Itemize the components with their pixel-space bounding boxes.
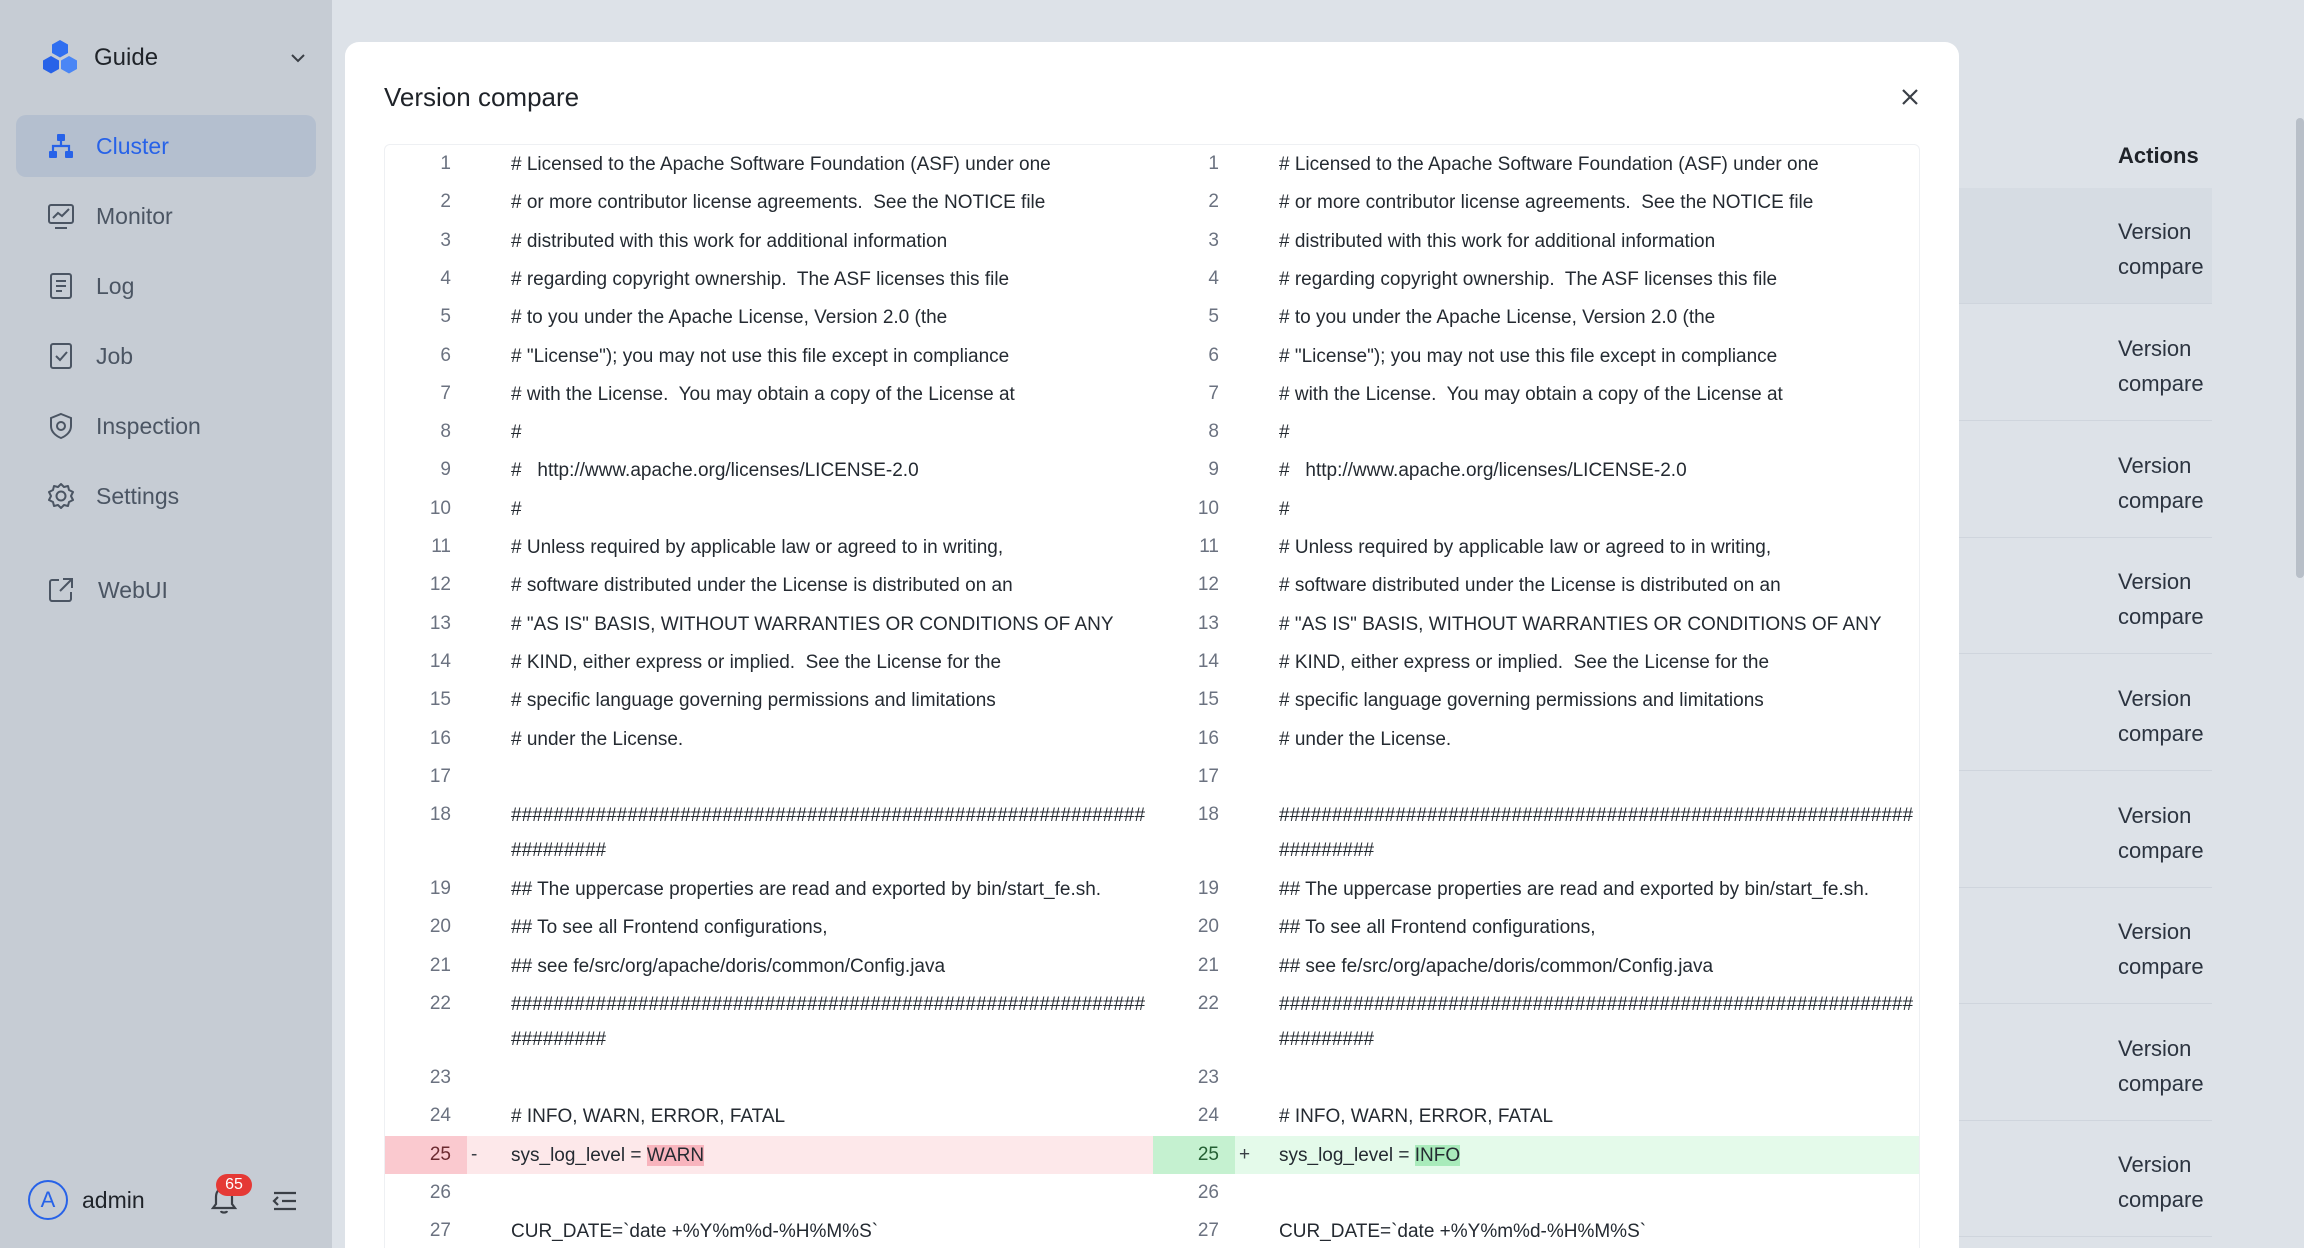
line-number: 7 <box>1208 382 1219 404</box>
code-line <box>511 145 1151 182</box>
diff-row <box>1153 145 1920 183</box>
line-number: 5 <box>1208 306 1219 328</box>
log-icon <box>46 271 76 301</box>
code-text: # <box>511 498 522 520</box>
code-text: # KIND, either express or implied. See the License for the <box>511 651 1002 673</box>
code-line <box>1279 260 1919 297</box>
settings-icon <box>46 481 76 511</box>
version-compare-link[interactable]: Version compare <box>2118 453 2204 513</box>
line-number: 18 <box>1197 804 1219 826</box>
code-line <box>511 1059 1151 1061</box>
code-line <box>511 413 1151 450</box>
code-line <box>1279 1097 1919 1134</box>
actions-column-header: Actions <box>2118 143 2199 168</box>
line-number: 1 <box>1208 153 1219 174</box>
table-row <box>1958 1121 2212 1237</box>
diff-row <box>1153 1212 1920 1248</box>
code-text: # regarding copyright ownership. The ASF licenses this file <box>1279 268 1778 290</box>
line-number: 27 <box>429 1220 451 1242</box>
diff-pane-modified <box>1153 145 1920 1248</box>
code-text: ## see fe/src/org/apache/doris/common/Config.java <box>1279 955 1714 977</box>
code-line <box>511 870 1151 907</box>
code-line <box>511 298 1151 335</box>
diff-row-added <box>1153 1136 1920 1174</box>
sidebar-nav <box>16 115 316 629</box>
code-line <box>1279 145 1919 182</box>
line-number: 4 <box>440 267 451 289</box>
code-line <box>1279 605 1919 642</box>
diff-marker: + <box>1239 1143 1251 1165</box>
changed-token: INFO <box>1414 1144 1461 1166</box>
code-line <box>511 490 1151 527</box>
diff-row <box>385 1097 1153 1135</box>
notification-count-badge: 65 <box>216 1174 252 1196</box>
diff-row <box>1153 720 1920 758</box>
code-line <box>1279 1136 1919 1173</box>
version-compare-link[interactable]: Version compare <box>2118 686 2204 746</box>
line-number: 20 <box>429 916 451 938</box>
code-text: # to you under the Apache License, Version 2.0 (the <box>1279 307 1716 329</box>
line-number: 12 <box>1197 574 1219 596</box>
code-line <box>1279 490 1919 527</box>
code-text: CUR_DATE=`date +%Y%m%d-%H%M%S` <box>1279 1221 1647 1243</box>
line-number: 1 <box>440 153 451 174</box>
code-text: # "AS IS" BASIS, WITHOUT WARRANTIES OR CONDITIONS OF ANY <box>1279 613 1882 635</box>
sidebar <box>0 0 332 1248</box>
code-text: # <box>511 422 522 444</box>
job-icon <box>46 341 76 371</box>
line-number: 24 <box>429 1105 451 1127</box>
code-line <box>1279 908 1919 945</box>
diff-row <box>385 298 1153 336</box>
diff-row-removed <box>385 1136 1153 1174</box>
diff-row <box>385 183 1153 221</box>
code-text: # or more contributor license agreements. See the NOTICE file <box>511 192 1046 214</box>
diff-row <box>1153 413 1920 451</box>
diff-row <box>385 451 1153 489</box>
code-line <box>511 260 1151 297</box>
diff-pane-original <box>385 145 1153 1248</box>
external-link-icon <box>46 575 76 605</box>
diff-row <box>1153 681 1920 719</box>
version-compare-link[interactable]: Version compare <box>2118 803 2204 863</box>
version-compare-link[interactable]: Version compare <box>2118 336 2204 396</box>
sidebar-item-monitor[interactable] <box>16 185 316 247</box>
code-text: # Unless required by applicable law or agreed to in writing, <box>1279 537 1772 558</box>
code-line <box>1279 222 1919 259</box>
code-text: CUR_DATE=`date +%Y%m%d-%H%M%S` <box>511 1221 879 1243</box>
line-number: 26 <box>1197 1181 1219 1203</box>
code-text: ##################################################################### <box>1279 994 1914 1050</box>
sidebar-item-cluster[interactable] <box>16 115 316 177</box>
code-line <box>1279 183 1919 220</box>
sidebar-item-label: Inspection <box>96 412 201 439</box>
code-line <box>511 1136 1151 1173</box>
line-number: 11 <box>1199 536 1219 557</box>
changed-token: WARN <box>646 1144 705 1166</box>
code-line <box>511 183 1151 220</box>
line-number: 17 <box>429 765 451 787</box>
code-text: # KIND, either express or implied. See the License for the <box>1279 651 1770 673</box>
code-line <box>511 643 1151 680</box>
table-row <box>1958 772 2212 888</box>
code-text: # regarding copyright ownership. The ASF licenses this file <box>511 268 1010 290</box>
code-line <box>511 720 1151 757</box>
code-text: # under the License. <box>1279 728 1452 750</box>
diff-row <box>1153 490 1920 528</box>
code-line <box>511 1174 1151 1176</box>
line-number: 17 <box>1197 765 1219 787</box>
version-compare-link[interactable]: Version compare <box>2118 1152 2204 1212</box>
code-text: # specific language governing permissions and limitations <box>511 690 996 712</box>
code-text: ## To see all Frontend configurations, <box>1279 917 1596 939</box>
table-row <box>1958 188 2212 304</box>
diff-row <box>385 985 1153 1059</box>
diff-row <box>1153 183 1920 221</box>
line-number: 27 <box>1197 1220 1219 1242</box>
sidebar-item-label: Settings <box>96 482 180 509</box>
sidebar-item-webui[interactable] <box>16 559 316 621</box>
line-number: 2 <box>1208 191 1219 213</box>
sidebar-item-log[interactable] <box>16 255 316 317</box>
diff-row <box>1153 796 1920 870</box>
line-number: 13 <box>429 612 451 634</box>
code-text: # INFO, WARN, ERROR, FATAL <box>511 1106 786 1128</box>
avatar[interactable]: A <box>28 1180 68 1220</box>
code-line <box>1279 566 1919 603</box>
code-text: # or more contributor license agreements. See the NOTICE file <box>1279 192 1814 214</box>
line-number: 15 <box>1197 689 1219 711</box>
diff-row <box>1153 758 1920 796</box>
sidebar-item-label: Monitor <box>96 202 173 229</box>
diff-row <box>385 947 1153 985</box>
diff-row <box>385 566 1153 604</box>
code-text: sys_log_level = <box>511 1144 647 1166</box>
inspection-icon <box>46 411 76 441</box>
code-text: # Licensed to the Apache Software Foundation (ASF) under one <box>511 154 1051 175</box>
close-icon[interactable] <box>1895 82 1925 112</box>
code-text: # "AS IS" BASIS, WITHOUT WARRANTIES OR CONDITIONS OF ANY <box>511 613 1114 635</box>
code-text: # Unless required by applicable law or agreed to in writing, <box>511 537 1004 558</box>
code-line <box>1279 758 1919 760</box>
diff-row <box>385 796 1153 870</box>
chevron-down-icon[interactable] <box>286 46 310 70</box>
version-compare-modal <box>345 42 1959 1248</box>
code-text: # distributed with this work for additional information <box>1279 230 1716 252</box>
line-number: 19 <box>429 878 451 900</box>
code-line <box>511 758 1151 760</box>
line-number: 8 <box>440 421 451 443</box>
version-compare-link[interactable]: Version compare <box>2118 219 2204 279</box>
line-number: 12 <box>429 574 451 596</box>
code-text: # http://www.apache.org/licenses/LICENSE-2.0 <box>511 460 919 482</box>
code-text: ## The uppercase properties are read and exported by bin/start_fe.sh. <box>1279 879 1870 901</box>
diff-row <box>1153 1174 1920 1212</box>
diff-row <box>1153 947 1920 985</box>
code-line <box>1279 681 1919 718</box>
line-number: 6 <box>1208 344 1219 366</box>
code-text: ## see fe/src/org/apache/doris/common/Config.java <box>511 955 946 977</box>
cluster-icon <box>46 131 76 161</box>
diff-row <box>385 1212 1153 1248</box>
diff-row <box>1153 870 1920 908</box>
sidebar-item-label: Job <box>96 342 134 369</box>
code-line <box>511 681 1151 718</box>
diff-row <box>385 870 1153 908</box>
diff-row <box>385 375 1153 413</box>
line-number: 25 <box>385 1136 467 1174</box>
line-number: 23 <box>429 1067 451 1088</box>
diff-row <box>385 681 1153 719</box>
line-number: 10 <box>1197 497 1219 519</box>
line-number: 23 <box>1197 1067 1219 1088</box>
code-line <box>1279 870 1919 907</box>
diff-row <box>1153 451 1920 489</box>
code-text: # <box>1279 422 1290 444</box>
code-line <box>1279 528 1919 565</box>
line-number: 24 <box>1197 1105 1219 1127</box>
line-number: 9 <box>440 459 451 481</box>
line-number: 7 <box>440 382 451 404</box>
code-line <box>511 337 1151 374</box>
diff-marker: - <box>471 1143 478 1165</box>
line-number: 6 <box>440 344 451 366</box>
code-text: # with the License. You may obtain a copy of the License at <box>511 383 1015 405</box>
line-number: 19 <box>1197 878 1219 900</box>
diff-row <box>385 413 1153 451</box>
code-text: # software distributed under the License is distributed on an <box>1279 575 1781 597</box>
diff-row <box>385 1059 1153 1097</box>
code-text: ##################################################################### <box>1279 805 1914 862</box>
line-number: 22 <box>429 993 451 1014</box>
diff-row <box>1153 1059 1920 1097</box>
line-number: 13 <box>1197 612 1219 634</box>
code-line <box>511 1212 1151 1248</box>
code-text: # <box>1279 498 1290 520</box>
diff-row <box>1153 337 1920 375</box>
code-line <box>511 375 1151 412</box>
code-text: ## The uppercase properties are read and exported by bin/start_fe.sh. <box>511 879 1102 901</box>
code-line <box>511 796 1151 868</box>
table-row <box>1958 888 2212 1004</box>
sidebar-item-inspection[interactable] <box>16 395 316 457</box>
line-number: 21 <box>429 954 451 976</box>
code-line <box>1279 643 1919 680</box>
diff-row <box>1153 528 1920 566</box>
code-line <box>1279 375 1919 412</box>
line-number: 14 <box>429 650 451 672</box>
code-line <box>1279 720 1919 757</box>
code-text: ##################################################################### <box>511 805 1146 862</box>
table-row <box>1958 538 2212 654</box>
diff-row <box>1153 985 1920 1059</box>
diff-row <box>385 337 1153 375</box>
code-text: # under the License. <box>511 728 684 750</box>
code-line <box>1279 413 1919 450</box>
code-line <box>1279 298 1919 335</box>
line-number: 5 <box>440 306 451 328</box>
line-number: 3 <box>440 229 451 251</box>
code-line <box>1279 451 1919 488</box>
line-number: 26 <box>429 1181 451 1203</box>
diff-row <box>1153 260 1920 298</box>
diff-row <box>1153 1097 1920 1135</box>
code-text: # with the License. You may obtain a copy of the License at <box>1279 383 1783 405</box>
line-number: 4 <box>1208 267 1219 289</box>
code-text: # "License"); you may not use this file except in compliance <box>1279 345 1778 367</box>
version-compare-link[interactable]: Version compare <box>2118 1036 2204 1096</box>
diff-row <box>1153 908 1920 946</box>
diff-row <box>1153 375 1920 413</box>
sidebar-item-settings[interactable] <box>16 465 316 527</box>
code-text: # distributed with this work for additional information <box>511 230 948 252</box>
table-row <box>1958 422 2212 538</box>
code-line <box>1279 1174 1919 1176</box>
line-number: 15 <box>429 689 451 711</box>
line-number: 22 <box>1197 993 1219 1014</box>
diff-row <box>385 222 1153 260</box>
diff-row <box>385 643 1153 681</box>
line-number: 16 <box>429 727 451 749</box>
sidebar-item-label: Log <box>96 272 135 299</box>
monitor-icon <box>46 201 76 231</box>
menu-collapse-icon[interactable] <box>270 1186 300 1216</box>
table-row <box>1958 1005 2212 1121</box>
line-number: 21 <box>1197 954 1219 976</box>
version-compare-link[interactable]: Version compare <box>2118 919 2204 979</box>
line-number: 14 <box>1197 650 1219 672</box>
diff-row <box>385 1174 1153 1212</box>
diff-row <box>1153 566 1920 604</box>
user-bar <box>28 1178 308 1222</box>
brand-name: Guide <box>94 44 159 71</box>
diff-row <box>385 720 1153 758</box>
diff-row <box>1153 643 1920 681</box>
code-text: # "License"); you may not use this file except in compliance <box>511 345 1010 367</box>
diff-row <box>385 758 1153 796</box>
user-name[interactable]: admin <box>82 1186 145 1213</box>
code-line <box>511 451 1151 488</box>
line-number: 18 <box>429 804 451 826</box>
diff-row <box>1153 605 1920 643</box>
line-number: 25 <box>1153 1136 1235 1174</box>
cubes-logo-icon <box>40 38 80 78</box>
code-line <box>511 947 1151 984</box>
code-text: # software distributed under the License is distributed on an <box>511 575 1013 597</box>
modal-title: Version compare <box>384 82 580 112</box>
code-text: # specific language governing permissions and limitations <box>1279 690 1764 712</box>
code-text: # to you under the Apache License, Version 2.0 (the <box>511 307 948 329</box>
code-line <box>511 1097 1151 1134</box>
code-line <box>1279 796 1919 868</box>
line-number: 2 <box>440 191 451 213</box>
page-scrollbar[interactable] <box>2296 118 2304 578</box>
code-text: # Licensed to the Apache Software Foundation (ASF) under one <box>1279 154 1819 175</box>
diff-row <box>1153 222 1920 260</box>
diff-row <box>385 908 1153 946</box>
line-number: 8 <box>1208 421 1219 443</box>
line-number: 16 <box>1197 727 1219 749</box>
line-number: 10 <box>429 497 451 519</box>
code-line <box>511 605 1151 642</box>
line-number: 9 <box>1208 459 1219 481</box>
diff-row <box>385 145 1153 183</box>
diff-viewer <box>384 144 1920 1248</box>
table-row <box>1958 305 2212 421</box>
code-line <box>1279 1212 1919 1248</box>
code-line <box>511 222 1151 259</box>
code-text: # http://www.apache.org/licenses/LICENSE-2.0 <box>1279 460 1687 482</box>
code-line <box>511 908 1151 945</box>
version-compare-link[interactable]: Version compare <box>2118 569 2204 629</box>
code-line <box>1279 985 1919 1057</box>
table-row <box>1958 655 2212 771</box>
code-line <box>1279 1059 1919 1061</box>
diff-row <box>385 260 1153 298</box>
code-text: ## To see all Frontend configurations, <box>511 917 828 939</box>
code-line <box>1279 947 1919 984</box>
diff-row <box>1153 298 1920 336</box>
diff-row <box>385 605 1153 643</box>
code-text: # INFO, WARN, ERROR, FATAL <box>1279 1106 1554 1128</box>
brand-switcher[interactable] <box>40 36 310 80</box>
code-text: sys_log_level = <box>1279 1144 1415 1166</box>
line-number: 20 <box>1197 916 1219 938</box>
sidebar-item-label: WebUI <box>98 576 168 603</box>
code-line <box>511 528 1151 565</box>
sidebar-item-label: Cluster <box>96 132 169 159</box>
diff-row <box>385 528 1153 566</box>
line-number: 11 <box>431 536 451 557</box>
code-line <box>511 566 1151 603</box>
sidebar-item-job[interactable] <box>16 325 316 387</box>
code-line <box>511 985 1151 1057</box>
code-line <box>1279 337 1919 374</box>
line-number: 3 <box>1208 229 1219 251</box>
code-text: ##################################################################### <box>511 994 1146 1050</box>
diff-row <box>385 490 1153 528</box>
